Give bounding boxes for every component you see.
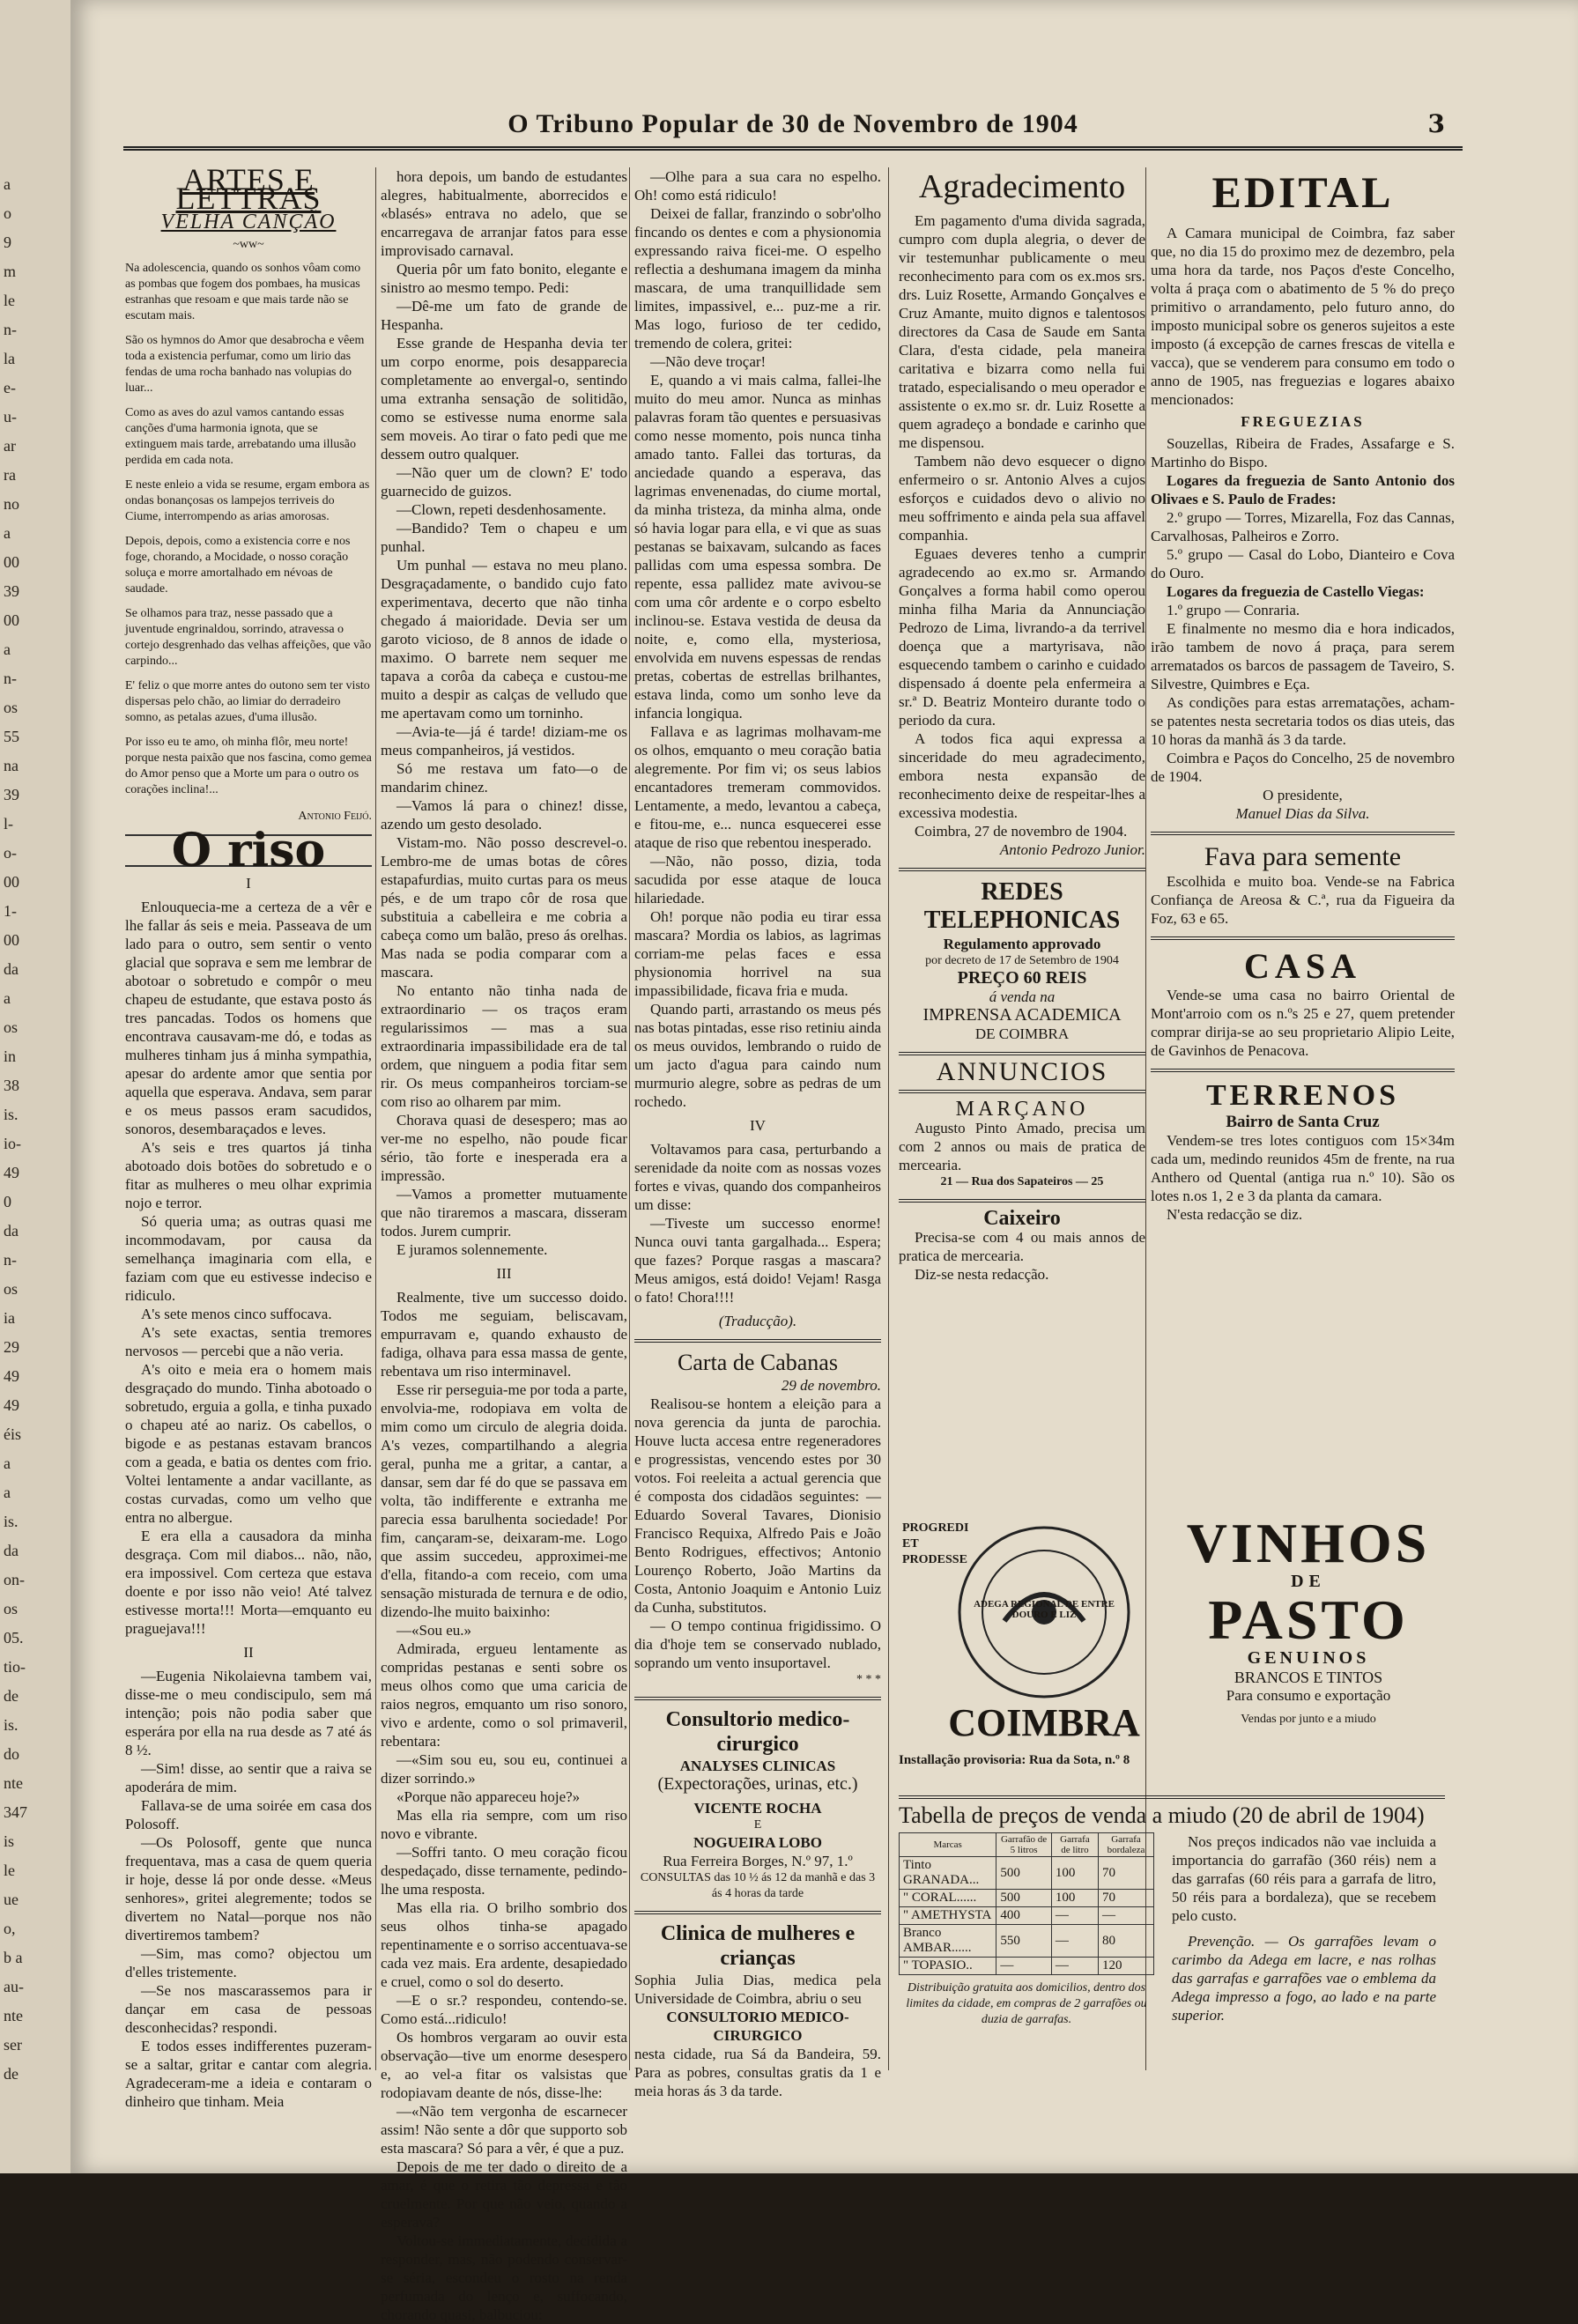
ad-title: CASA xyxy=(1244,946,1361,986)
vinhos-pasto: PASTO xyxy=(1208,1588,1409,1651)
strip-fragment: u- xyxy=(4,408,17,426)
paragraph: Realisou-se hontem a eleição para a nova gerencia da junta de parochia. Houve lucta accesa entre regeneradores e progressistas, vencendo estes por 30 votos. Foi reeleita a actual gerencia que é composta dos cidadãos seguintes: — Eduardo Soveral Tavares, Dionisio Francisco Requixa, Alfredo Pais e João Bento Rodrigues, effectivos; Antonio Lourenço Roberto, João Martins da Costa, Antonio Joaquim e Antonio Luiz da Cunha, substitutos. xyxy=(634,1395,881,1616)
paragraph: —Avia-te—já é tarde! diziam-me os meus companheiros, já vestidos. xyxy=(381,723,627,759)
chapter-number: III xyxy=(496,1265,512,1282)
subsection-title: Logares da freguezia de Castello Viegas: xyxy=(1167,583,1425,600)
table-row xyxy=(900,1925,1154,1958)
paragraph: Realmente, tive um successo doido. Todos me seguiam, beliscavam, empurravam e, quando exhausto de fadiga, olhava para essa massa de gente, rebentava um riso interminavel. xyxy=(381,1289,627,1380)
strip-fragment: 0 xyxy=(4,1193,11,1210)
ad-text: Diz-se nesta redacção. xyxy=(915,1266,1049,1283)
ad-address: 21 — Rua dos Sapateiros — 25 xyxy=(940,1175,1104,1188)
story-title: O riso xyxy=(125,834,372,867)
strip-fragment: 347 xyxy=(4,1803,27,1821)
conjunction: E xyxy=(753,1818,762,1832)
table-cell: 70 xyxy=(1099,1890,1154,1907)
vinhos-title: VINHOS xyxy=(1186,1512,1431,1574)
paragraph: Voltavamos para casa, perturbando a serenidade da noite com as nossas vozes fortes e vivas, quando dos companheiros um disse: xyxy=(634,1141,881,1213)
paragraph: — O tempo continua frigidissimo. O dia d'hoje tem se conservado nublado, soprando um vento insuportavel. xyxy=(634,1617,881,1671)
paragraph: A's oito e meia era o homem mais desgraçado do mundo. Tinha abotoado o sobretudo, erguia a golla, e tinha puxado o chapeu até ao nariz. Os cabellos, o bigode e as pestanas estavam brancos com a geada, e batia os dentes com frio. Voltei lentamente a andar vacillante, as costas curvadas, como um velho que entra no albergue. xyxy=(125,1361,372,1526)
terrenos-ad xyxy=(1151,1069,1455,1224)
ad-subtitle: (Expectorações, urinas, etc.) xyxy=(657,1774,858,1794)
paragraph: Fallava e as lagrimas molhavam-me os olhos, emquanto o meu coração batia alegremente. Por fim vi; os seus labios encantadores tremeram commovidos. Lentamente, a medo, levantou a cabeça, e fitou-me, e... nunca esquecerei esse ataque de riso que rebentou inesperado. xyxy=(634,723,881,851)
strip-fragment: nte xyxy=(4,2007,23,2024)
subsection-title: FREGUEZIAS xyxy=(1241,413,1365,430)
consultorio-ad xyxy=(634,1697,881,1902)
paragraph: A Camara municipal de Coimbra, faz saber que, no dia 15 do proximo mez de dezembro, pela uma hora da tarde, nos Paços d'este Concelho, volta á praça com o abatimento de 5 % do preço primitivo o arrandamento, pelo futuro anno, do imposto municipal sobre os generos sujeitos a este imposto (á excepção de carnes frescas de vitella e vacca), que se venderem para consumo em todo o anno de 1905, nas freguezias e logares abaixo mencionados: xyxy=(1151,225,1455,408)
table-header-row xyxy=(900,1833,1154,1857)
cabanas-title: Carta de Cabanas xyxy=(678,1350,838,1375)
adega-seal xyxy=(899,1515,1172,1753)
strip-fragment: e- xyxy=(4,379,16,396)
column-divider xyxy=(629,167,630,2070)
stanza: Depois, depois, como a existencia corre e nos foge, chorando, a Mocidade, o nosso coração soluça e morre amortalhado em névoas de saudade. xyxy=(125,535,351,596)
strip-fragment: in xyxy=(4,1047,17,1065)
ad-text: Vende-se uma casa no bairro Oriental de Mont'arroio com os n.ºs 25 e 27, quem pretender comprar dirija-se ao seu proprietario Alipio Leite, de Gavinhos de Penacova. xyxy=(1151,987,1455,1059)
strip-fragment: 9 xyxy=(4,233,11,251)
paragraph: 2.º grupo — Torres, Mizarella, Foz das Cannas, Carvalhosas, Palheiros e Zorro. xyxy=(1151,509,1455,544)
column-divider xyxy=(888,167,889,2070)
strip-fragment: b a xyxy=(4,1949,23,1966)
column-3 xyxy=(634,167,881,2100)
page-number: 3 xyxy=(1427,109,1445,138)
table-header: Garrafão de 5 litros xyxy=(996,1833,1052,1857)
signature-title: O presidente, xyxy=(1263,787,1343,803)
paragraph: Enlouquecia-me a certeza de a vêr e lhe fallar ás seis e meia. Passeava de um lado para o outro, sem sentir o vento glacial que soprava e sem me lembrar de abotoar o sobretudo e compôr o meu chapeu de estudante, que estava posto ás tres pancadas. Todos os homens que encontrava causavam-me dó, e todas as mulheres tinham jus á minha sympathia, apesar do ardente amor que sentia por aquella que esperava. Andava, sem parar e os meus passos eram sacudidos, sonoros, desembaraçados e leves. xyxy=(125,899,372,1137)
ad-text: Escolhida e muito boa. Vende-se na Fabrica Confiança de Areosa & C.ª, rua da Figueira da Foz, 63 e 65. xyxy=(1151,873,1455,927)
vinhos-types: BRANCOS E TINTOS xyxy=(1234,1669,1383,1686)
column-2 xyxy=(381,167,627,2324)
cabanas-date: 29 de novembro. xyxy=(781,1377,881,1394)
table-cell: 500 xyxy=(996,1857,1052,1890)
table-cell: " CORAL...... xyxy=(900,1890,996,1907)
strip-fragment: ue xyxy=(4,1891,19,1908)
vinhos-genuinos: GENUINOS xyxy=(1247,1648,1370,1668)
strip-fragment: da xyxy=(4,960,19,978)
installation-address: Installação provisoria: Rua da Sota, n.º 8 xyxy=(899,1753,1130,1767)
strip-fragment: do xyxy=(4,1745,19,1763)
strip-fragment: tio- xyxy=(4,1658,26,1676)
paragraph: —Não deve troçar! xyxy=(650,353,767,370)
paragraph: —Clown, repeti desdenhosamente. xyxy=(396,501,606,518)
ad-text: Sophia Julia Dias, medica pela Universidade de Coimbra, abriu o seu xyxy=(634,1972,881,2007)
column-5 xyxy=(1151,167,1455,1224)
stanza: E' feliz o que morre antes do outono sem ter visto dispersas pelo chão, ao limiar do derradeiro somno, as petalas azues, d'uma illusão. xyxy=(125,679,370,724)
paragraph: 5.º grupo — Casal do Lobo, Dianteiro e Cova do Ouro. xyxy=(1151,546,1455,581)
table-cell: 80 xyxy=(1099,1925,1154,1958)
table-row xyxy=(900,1857,1154,1890)
ad-hours: CONSULTAS das 10 ½ ás 12 da manhã e das 3 ás 4 horas da tarde xyxy=(640,1871,876,1900)
paragraph: —«Sou eu.» xyxy=(396,1622,471,1639)
ad-title: MARÇANO xyxy=(955,1098,1089,1121)
ad-place: IMPRENSA ACADEMICA xyxy=(922,1005,1122,1025)
strip-fragment: n- xyxy=(4,1251,17,1269)
strip-fragment: no xyxy=(4,495,19,513)
ad-title: TERRENOS xyxy=(1205,1079,1400,1112)
vinhos-sales: Vendas por junto e a miudo xyxy=(1241,1713,1376,1726)
translation-note: (Traducção). xyxy=(718,1313,797,1329)
adega-ad xyxy=(899,1512,1445,2061)
paragraph: —Sim, mas como? objectou um d'elles tristemente. xyxy=(125,1945,372,1980)
header-rule xyxy=(123,146,1463,151)
paragraph: —Soffri tanto. O meu coração ficou despedaçado, disse ternamente, pedindo-lhe uma resposta. xyxy=(381,1844,627,1898)
table-cell: 550 xyxy=(996,1925,1052,1958)
ad-title: Fava para semente xyxy=(1204,842,1402,871)
ad-price: PREÇO 60 REIS xyxy=(957,968,1087,988)
paragraph: Prevenção. — Os garrafões levam o carimbo da Adega em lacre, e nas rolhas das garrafas e garrafões vae o emblema da Adega impresso a fogo, ao lado e na parte superior. xyxy=(1172,1933,1436,2024)
table-cell: " TOPASIO.. xyxy=(900,1958,996,1975)
strip-fragment: a xyxy=(4,1454,11,1472)
strip-fragment: 49 xyxy=(4,1367,19,1385)
annuncios-header xyxy=(899,1052,1145,1086)
table-cell: 100 xyxy=(1051,1890,1098,1907)
paragraph: Nos preços indicados não vae incluida a importancia do garrafão (360 réis) nem a das garrafas (60 réis para a garrafa de litro, 50 réis para a bordaleza), que se recebem pelo custo. xyxy=(1172,1833,1436,1924)
strip-fragment: 49 xyxy=(4,1164,19,1181)
redes-ad xyxy=(899,868,1145,1043)
paragraph: —Sim! disse, ao sentir que a raiva se apoderára de mim. xyxy=(125,1760,372,1795)
paragraph: Eguaes deveres tenho a cumprir agradecendo ao ex.mo sr. Armando Gonçalves a forma habil como operou minha filha Maria da Annunciação Pedrozo de Lima, livrando-a da terrivel doença que a martyrisava, não esquecendo tambem o carinho e cuidado dispensado á doente pela enfermeira a sr.ª D. Beatriz Monteiro durante todo o periodo da cura. xyxy=(899,545,1145,729)
table-cell: 120 xyxy=(1099,1958,1154,1975)
table-cell: — xyxy=(1099,1907,1154,1925)
chapter-number: II xyxy=(243,1644,254,1661)
vinhos-use: Para consumo e exportação xyxy=(1226,1687,1391,1704)
paragraph: Admirada, ergueu lentamente as compridas pestanas e senti sobre os meus olhos como que uma caricia de raios negros, emquanto um riso sonoro, vivo e ardente, como o sol primaveril, rebentara: xyxy=(381,1640,627,1750)
paragraph: E juramos solennemente. xyxy=(396,1241,548,1258)
paragraph: Esse rir perseguia-me por toda a parte, envolvia-me, rodopiava em volta de mim como um circulo de alegria doida. A's vezes, compartilhando a alegria geral, punha me a gritar, a cantar, a dansar, sem dar fé do que se passava em volta, tão indifferente e extranha me parecia essa barulhenta sociedade! Por fim, cançaram-se, deixaram-me. Logo que assim succedeu, approximei-me d'ella, fitando-a com receio, com uma sensação misturada de ternura e de odio, dizendo-lhe muito baixinho: xyxy=(381,1381,627,1620)
table-cell: Branco AMBAR...... xyxy=(900,1925,996,1958)
table-cell: " AMETHYSTA xyxy=(900,1907,996,1925)
paragraph: Quando parti, arrastando os meus pés nas botas pintadas, esse riso retiniu ainda os meus ouvidos, lembrando o ruido de um jacto d'agua para caindo num murmurio alegre, sobre as pedras de um rochedo. xyxy=(634,1001,881,1110)
strip-fragment: l- xyxy=(4,815,13,833)
paragraph: 1.º grupo — Conraria. xyxy=(1167,602,1300,618)
paragraph: Chorava quasi de desespero; mas ao ver-me no espelho, não poude ficar sério, tão forte e inesperada era a impressão. xyxy=(381,1112,627,1184)
table-row xyxy=(900,1958,1154,1975)
subsection-title: Logares da freguezia de Santo Antonio dos Olivaes e S. Paulo de Frades: xyxy=(1151,472,1455,507)
strip-fragment: a xyxy=(4,640,11,658)
caixeiro-ad xyxy=(899,1199,1145,1284)
stanza: São os hymnos do Amor que desabrocha e vêem toda a existencia perfumar, como um lirio das fendas de uma rocha banhado nas volupias do luar... xyxy=(125,334,365,395)
paragraph: Mas ella ria. O brilho sombrio dos seus olhos tinha-se apagado repentinamente e o sorriso accentuava-se cada vez mais. Era ardente, desapiedado e cruel, como o sol do deserto. xyxy=(381,1899,627,1990)
strip-fragment: 38 xyxy=(4,1077,19,1094)
separator-stars: * * * xyxy=(856,1673,881,1686)
ad-title: Caixeiro xyxy=(983,1207,1061,1230)
strip-fragment: os xyxy=(4,1280,19,1298)
paragraph: —Bandido? Tem o chapeu e um punhal. xyxy=(381,520,627,555)
strip-fragment: ra xyxy=(4,466,16,484)
paragraph: Deixei de fallar, franzindo o sobr'olho fincando os dentes e com a physionomia expressando raiva ficei-me. O espelho reflectia a deshumana imagem da minha mascara, de uma tranquillidade sem limites, impassivel, e... puz-me a rir. Mas logo, furioso de ter cedido, tremendo de colera, gritei: xyxy=(634,205,881,352)
poem-body xyxy=(125,261,372,798)
table-row xyxy=(900,1890,1154,1907)
ad-place: DE COIMBRA xyxy=(974,1025,1070,1042)
paragraph: E todos esses indifferentes puzeram-se a saltar, gritar e cantar com alegria. Agradeceram-me a ideia e contaram o dinheiro que tinham. Meia xyxy=(125,2038,372,2110)
chapter-number: I xyxy=(246,875,251,892)
paragraph: A's sete menos cinco suffocava. xyxy=(141,1306,332,1322)
page-header xyxy=(123,104,1463,152)
price-table xyxy=(899,1832,1154,1975)
strip-fragment: o xyxy=(4,204,11,222)
paragraph: Os hombros vergaram ao ouvir esta observação—tive um enorme desespero e, ao vel-a fitar os valsistas que rodopiavam deante de nós, disse-lhe: xyxy=(381,2029,627,2101)
vinhos-block xyxy=(1181,1512,1436,1728)
paragraph: —Os Polosoff, gente que nunca frequentava, mas a casa de quem queria ir hoje, desse lá por onde desse. «Meus senhores», gritei alegremente; todos se divertem no Natal—porque nos não divertiremos tambem? xyxy=(125,1834,372,1943)
paragraph: Vistam-mo. Não posso descrevel-o. Lembro-me de umas botas de côres estapafurdias, muito curtas para os meus pés, e de um trapo côr de rosa que substituia a cabelleira e me cobria a cabeça como um balão, preso ás orelhas. Mas nada se podia comparar com a mascara. xyxy=(381,834,627,981)
clinica-ad xyxy=(634,1911,881,2100)
column-4 xyxy=(899,167,1145,1284)
strip-fragment: os xyxy=(4,1600,19,1617)
strip-fragment: éis xyxy=(4,1425,21,1443)
strip-fragment: is xyxy=(4,1832,15,1850)
ornament: ~ww~ xyxy=(233,238,264,251)
strip-fragment: le xyxy=(4,292,15,309)
ad-subtitle: CONSULTORIO MEDICO-CIRURGICO xyxy=(666,2009,849,2044)
stanza: Por isso eu te amo, oh minha flôr, meu norte! porque nesta paixão que nos fascina, como gemea do Amor penso que a Morte um para o outro os corações inclina!... xyxy=(125,736,372,796)
paragraph: Queria pôr um fato bonito, elegante e sinistro ao mesmo tempo. Pedi: xyxy=(381,261,627,296)
paragraph: A's seis e tres quartos já tinha abotoado dois botões do sobretudo e o fitar as mulheres o meu olhar exprimia nojo e terror. xyxy=(125,1139,372,1211)
paragraph: —E o sr.? respondeu, contendo-se. Como está...ridiculo! xyxy=(381,1992,627,2027)
fava-ad xyxy=(1151,832,1455,928)
stanza: Se olhamos para traz, nesse passado que a juventude engrinaldou, sorrindo, atravessa o cortejo desgrenhado das velhas affeições, que vão carpindo... xyxy=(125,607,372,668)
strip-fragment: o, xyxy=(4,1920,16,1937)
ad-subtitle: Regulamento approvado xyxy=(943,936,1101,952)
paragraph: —Se nos mascarassemos para ir dançar em casa de pessoas desconhecidas? respondi. xyxy=(125,1982,372,2036)
strip-fragment: 00 xyxy=(4,611,19,629)
section-title: ANNUNCIOS xyxy=(936,1057,1108,1086)
paragraph: E finalmente no mesmo dia e hora indicados, irão tambem de novo á praça, para serem arrematados os barcos de passagem de Taveiro, S. Silvestre, Quimbres e Eça. xyxy=(1151,620,1455,692)
paragraph: —Não, não posso, dizia, toda sacudida por esse ataque de louca hilariedade. xyxy=(634,853,881,907)
chapter-number: IV xyxy=(750,1117,766,1134)
strip-fragment: m xyxy=(4,263,17,280)
ad-text: nesta cidade, rua Sá da Bandeira, 59. Para as pobres, consultas gratis da 1 e meia horas ás 3 da tarde. xyxy=(634,2046,881,2099)
strip-fragment: na xyxy=(4,757,19,774)
paragraph: hora depois, um bando de estudantes alegres, habitualmente, aborrecidos e «blasés» entrava no adelo, que se encarregava de arranjar fatos para esse improvisado carnaval. xyxy=(381,168,627,259)
strip-fragment: le xyxy=(4,1861,15,1879)
paragraph: A's sete exactas, sentia tremores nervosos — percebi que a não veria. xyxy=(125,1324,372,1359)
paragraph: —«Sim sou eu, sou eu, continuei a dizer sorrindo.» xyxy=(381,1751,627,1787)
strip-fragment: 1- xyxy=(4,902,17,920)
strip-fragment: 39 xyxy=(4,582,19,600)
strip-fragment: ar xyxy=(4,437,16,455)
paragraph: E era ella a causadora da minha desgraça. Com mil diabos... não, não, era impossivel. Com certeza que estava doente e por isso não veio! Até talvez estivesse morta!!! Morta—emquanto eu praguejava!!! xyxy=(125,1528,372,1637)
paragraph: Souzellas, Ribeira de Frades, Assafarge e S. Martinho do Bispo. xyxy=(1151,435,1455,470)
strip-fragment: de xyxy=(4,1687,19,1705)
strip-fragment: os xyxy=(4,699,19,716)
paragraph: —Dê-me um fato de grande de Hespanha. xyxy=(381,298,627,333)
strip-fragment: os xyxy=(4,1018,19,1036)
strip-fragment: a xyxy=(4,524,11,542)
table-cell: 70 xyxy=(1099,1857,1154,1890)
strip-fragment: n- xyxy=(4,670,17,687)
ad-address: Rua Ferreira Borges, N.º 97, 1.º xyxy=(663,1853,853,1869)
poem-title: VELHA CANÇÃO xyxy=(160,211,337,233)
strip-fragment: is. xyxy=(4,1513,19,1530)
strip-fragment: au- xyxy=(4,1978,24,1995)
strip-fragment: la xyxy=(4,350,15,367)
paragraph: —Vamos a prometter mutuamente que não tiraremos a mascara, disseram todos. Jurem cumprir. xyxy=(381,1186,627,1240)
strip-fragment: is. xyxy=(4,1716,19,1734)
table-cell: — xyxy=(1051,1958,1098,1975)
table-row xyxy=(900,1907,1154,1925)
paragraph: A todos fica aqui expressa a sinceridade do meu agradecimento, embora nesta expansão de reconhecimento deixe de respeitar-lhes a excessiva modestia. xyxy=(899,730,1145,821)
strip-fragment: n- xyxy=(4,321,17,338)
table-cell: — xyxy=(996,1958,1052,1975)
strip-fragment: 55 xyxy=(4,728,19,745)
stanza: E neste enleio a vida se resume, ergam embora as ondas bonançosas os lampejos terriveis do Ciume, interrompendo as arias amorosas. xyxy=(125,478,370,523)
poem-signature: Antonio Feijó. xyxy=(298,810,372,823)
section-title: Agradecimento xyxy=(918,168,1126,205)
paragraph: —Olhe para a sua cara no espelho. Oh! como está ridiculo! xyxy=(634,168,881,204)
paragraph: —Vamos lá para o chinez! disse, azendo um gesto desolado. xyxy=(381,797,627,833)
price-table-wrap xyxy=(899,1832,1154,2028)
seal-motto: PROGREDI ET PRODESSE xyxy=(902,1521,969,1566)
signature: Antonio Pedrozo Junior. xyxy=(999,841,1145,858)
table-header: Marcas xyxy=(900,1833,996,1857)
table-cell: 100 xyxy=(1051,1857,1098,1890)
price-table-title: Tabella de preços de venda a miudo (20 de abril de 1904) xyxy=(899,1795,1445,1829)
edital-title: EDITAL xyxy=(1211,167,1394,217)
table-header: Garrafa de litro xyxy=(1051,1833,1098,1857)
price-notes xyxy=(1172,1832,1436,2024)
paragraph: «Porque não appareceu hoje?» xyxy=(396,1788,581,1805)
marcano-ad xyxy=(899,1090,1145,1190)
strip-fragment: a xyxy=(4,989,11,1007)
masthead-title: O Tribuno Popular de 30 de Novembro de 1904 xyxy=(507,109,1078,138)
paragraph: Tambem não devo esquecer o digno enfermeiro o sr. Antonio Alves a cujos esforços e cuidados devo o alivio no meu soffrimento e ainda pela sua affavel companhia. xyxy=(899,453,1145,544)
strip-fragment: da xyxy=(4,1542,19,1559)
vinhos-de: DE xyxy=(1291,1572,1326,1591)
strip-fragment: on- xyxy=(4,1571,25,1588)
strip-fragment: 29 xyxy=(4,1338,19,1356)
seal-city: COIMBRA xyxy=(948,1701,1140,1744)
table-cell: — xyxy=(1051,1907,1098,1925)
strip-fragment: 39 xyxy=(4,786,19,803)
strip-fragment: 00 xyxy=(4,931,19,949)
stanza: Na adolescencia, quando os sonhos vôam como as pombas que fogem dos pombaes, ha musicas estranhas que resoam e que mais tarde não se escutam mais. xyxy=(125,262,361,322)
paragraph: As condições para estas arrematações, acham-se patentes nesta secretaria todos os dias uteis, das 10 horas da manhã ás 3 da tarde. xyxy=(1151,694,1455,748)
paragraph: Só me restava um fato—o de mandarim chinez. xyxy=(381,760,627,796)
ad-text: á venda na xyxy=(989,988,1056,1005)
column-1 xyxy=(125,162,372,2111)
ad-text: N'esta redacção se diz. xyxy=(1167,1206,1303,1223)
paragraph: Depois de me ter dado o direito de a amar, é que o retira tão depressa e tão cruelmente. Por que não veio, quando a esperava? xyxy=(381,2158,627,2231)
ad-title: REDES TELEPHONICAS xyxy=(923,878,1121,934)
strip-fragment: ia xyxy=(4,1309,15,1327)
strip-fragment: 00 xyxy=(4,553,19,571)
strip-fragment: is. xyxy=(4,1106,19,1123)
strip-fragment: ser xyxy=(4,2036,22,2054)
paragraph: Só queria uma; as outras quasi me incommodavam, por causa da semelhança imaginaria com ella, e faziam com que eu estivesse indeciso e ridiculo. xyxy=(125,1213,372,1304)
paragraph: Esse grande de Hespanha devia ter um corpo enorme, pois desapparecia completamente ao envergal-o, sentindo uma extranha sensação de solitidão, como se estivesse numa enorme sala sem moveis. Ao tirar o fato pedi que me dessem outro qualquer. xyxy=(381,335,627,463)
table-note: Distribuição gratuita aos domicilios, dentro dos limites da cidade, em compras de 2 garrafões ou duzia de garrafas. xyxy=(906,1981,1147,2026)
strip-fragment: 00 xyxy=(4,873,19,891)
ad-text: por decreto de 17 de Setembro de 1904 xyxy=(925,954,1119,967)
paragraph: Mas ella ria sempre, com um riso novo e vibrante. xyxy=(381,1807,627,1842)
date-line: Coimbra e Paços do Concelho, 25 de novembro de 1904. xyxy=(1151,750,1455,785)
strip-fragment: da xyxy=(4,1222,19,1240)
ad-subtitle: Bairro de Santa Cruz xyxy=(1226,1113,1380,1131)
ad-title: Clinica de mulheres e crianças xyxy=(660,1922,856,1970)
paragraph: —Eugenia Nikolaievna tambem vai, disse-me o meu condiscipulo, sem má intenção; pois não podia saber que esperára por ella na rua desde as 7 até ás 8 ½. xyxy=(125,1668,372,1758)
paragraph: No entanto não tinha nada de extraordinario — os traços eram regularissimos — mas a sua extraordinaria impassibilidade era de tal ordem, que ninguem a podia fitar sem rir. Os meus companheiros torciam-se com riso ao olharem par mim. xyxy=(381,982,627,1110)
seal-ring-text: ADEGA REGIONAL DE ENTRE DOURO E LIZ xyxy=(974,1599,1115,1620)
ad-subtitle: ANALYSES CLINICAS xyxy=(679,1758,836,1774)
paragraph: Fallava-se de uma soirée em casa dos Polosoff. xyxy=(125,1797,372,1832)
ad-text: Precisa-se com 4 ou mais annos de pratica de mercearia. xyxy=(899,1229,1145,1264)
ad-title: Consultorio medico-cirurgico xyxy=(665,1708,850,1756)
doctor-name: NOGUEIRA LOBO xyxy=(693,1834,822,1851)
strip-fragment: o- xyxy=(4,844,17,862)
strip-fragment: de xyxy=(4,2065,19,2083)
strip-fragment: a xyxy=(4,175,11,193)
strip-fragment: nte xyxy=(4,1774,23,1792)
previous-page-strip xyxy=(0,0,70,2173)
table-cell: Tinto GRANADA... xyxy=(900,1857,996,1890)
strip-fragment: io- xyxy=(4,1135,21,1152)
stanza: Como as aves do azul vamos cantando essas canções d'uma harmonia ignota, que se extinguem mais tarde, arrebatando uma illusão perdida em cada nota. xyxy=(125,406,357,467)
casa-ad xyxy=(1151,936,1455,1060)
signature: Manuel Dias da Silva. xyxy=(1235,805,1370,822)
date-line: Coimbra, 27 de novembro de 1904. xyxy=(915,823,1128,840)
ad-text: Augusto Pinto Amado, precisa um com 2 annos ou mais de pratica de mercearia. xyxy=(899,1120,1145,1173)
ad-text: Vendem-se tres lotes contiguos com 15×34m cada um, medindo reunidos 45m de frente, na rua Anthero od Quental (antiga rua n.º 10). São os lotes n.os 1, 2 e 3 da planta da camara. xyxy=(1151,1132,1455,1204)
cabanas-section xyxy=(634,1339,881,1688)
strip-fragment: a xyxy=(4,1484,11,1501)
table-cell: 500 xyxy=(996,1890,1052,1907)
paragraph: Em pagamento d'uma divida sagrada, cumpro com dupla alegria, o dever de vir testemunhar publicamente o meu reconhecimento para com os ex.mos srs. drs. Luiz Rosette, Armando Gonçalves e Cruz Amante, muito dignos e talentosos directores da Casa de Saude em Santa Clara, d'esta cidade, pela maneira caritativa e bizarra como nella fui tratado, especialisando o meu operador e assistente o ex.mo sr. dr. Luiz Rosette a quem agradeço a bondade e carinho que me dispensou. xyxy=(899,212,1145,451)
column-divider xyxy=(375,167,376,2070)
strip-fragment: 49 xyxy=(4,1396,19,1414)
table-cell: 400 xyxy=(996,1907,1052,1925)
paragraph: —Tiveste um successo enorme! Nunca ouvi tanta gargalhada... Espera; que fazes? Porque rasgas a mascara? Meus amigos, está doido! Vejam! Rasga o fato! Chora!!!! xyxy=(634,1215,881,1306)
paragraph: Oh! porque não podia eu tirar essa mascara? Mordia os labios, as lagrimas corriam-me pelas faces e essa physionomia horrivel na sua impassibilidade, ficava fria e muda. xyxy=(634,908,881,999)
newspaper-page xyxy=(70,0,1578,2323)
paragraph: Um punhal — estava no meu plano. Desgraçadamente, o bandido cujo fato experimentava, decerto que não tinha chegado á maioridade. Devia ser um garoto vicioso, de 8 annos de idade o maximo. O barrete nem sequer me tapava a corôa da cabeça e custou-me muito a despir as calças de velludo que me apertavam como um torninho. xyxy=(381,557,627,722)
strip-fragment: 05. xyxy=(4,1629,24,1647)
doctor-name: VICENTE ROCHA xyxy=(693,1800,822,1817)
paragraph: Voltou-se immediatamente, decidida a responder, mas, não podendo conservar-se séria, escondeu o rosto na renda perfumada do lenço e, suffocando, chorando quasi, balbuciou: xyxy=(381,2232,627,2323)
paragraph: E, quando a vi mais calma, fallei-lhe muito do meu amor. Nunca as minhas palavras foram tão quentes e persuasivas como nesse momento, pois nunca tinha amado tanto. Fallei das torturas, da anciedade quando a esperava, das lagrimas envenenadas, do ciume mortal, da minha tristeza, da minha alma, onde só havia logar para ella, e vi que as suas pestanas se baixavam, sulcando as faces pallidas com uma espessa sombra. De repente, essa pallidez mate avivou-se com uma côr ardente e o corpo esbelto inclinou-se. Estava vestida de deusa da noite, e, como ella, mysteriosa, envolvida em nuvens espessas de rendas pretas, cobertas de estrellas brilhantes, estava linda, como um sonho leve da infancia longiqua. xyxy=(634,372,881,722)
section-title: ARTES E LETTRAS xyxy=(175,162,322,216)
table-header: Garrafa bordaleza xyxy=(1099,1833,1154,1857)
paragraph: —«Não tem vergonha de escarnecer assim! Não sente a dôr que supporto sob esta mascara? Só para a vêr, é que a puz. xyxy=(381,2103,627,2157)
paragraph: —Não quer um de clown? E' todo guarnecido de guizos. xyxy=(381,464,627,500)
table-cell: — xyxy=(1051,1925,1098,1958)
